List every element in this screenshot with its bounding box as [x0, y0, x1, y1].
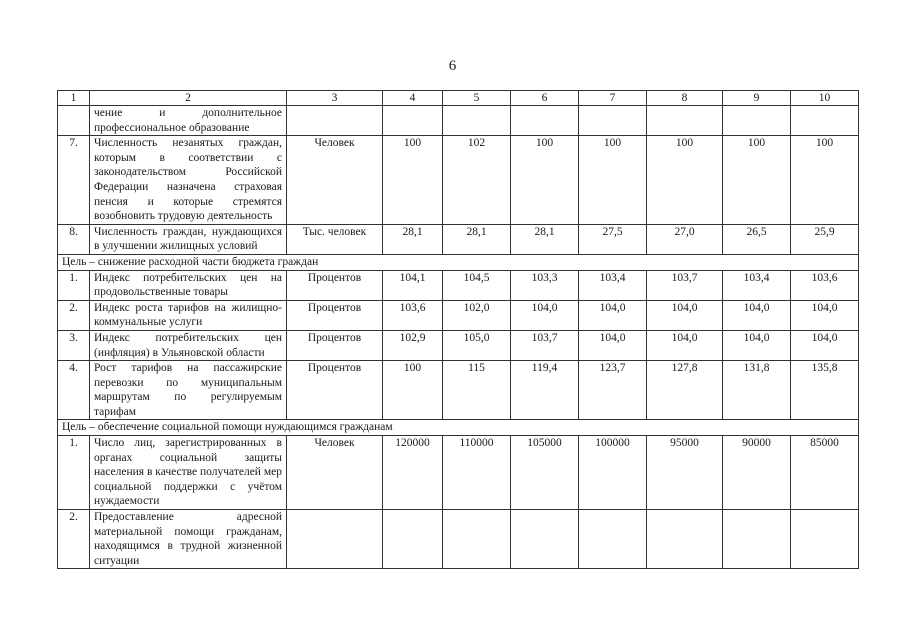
- row-number: 2.: [58, 300, 90, 330]
- unit-of-measure: [287, 510, 383, 569]
- value-cell: [511, 106, 579, 136]
- indicator-name: Индекс потребительских цен на продовольственные товары: [90, 270, 287, 300]
- indicator-name: Численность незанятых граждан, которым в соответствии с законодательством Российской Федерации назначена страховая пенсия и которые стремятся возобновить трудовую деятельность: [90, 136, 287, 225]
- table-row: [58, 361, 859, 420]
- value-cell: [443, 510, 511, 569]
- col-header-9: 9: [723, 91, 791, 106]
- unit-of-measure: Процентов: [287, 300, 383, 330]
- indicator-name: Рост тарифов на пассажирские перевозки по муниципальным маршрутам по регулируемым тарифам: [90, 361, 287, 420]
- row-number: 2.: [58, 510, 90, 569]
- value-cell: 103,7: [511, 330, 579, 360]
- value-cell: 27,0: [647, 224, 723, 254]
- value-cell: 102,0: [443, 300, 511, 330]
- value-cell: 104,0: [723, 300, 791, 330]
- value-cell: [383, 106, 443, 136]
- value-cell: 104,0: [647, 300, 723, 330]
- table-row: [58, 330, 859, 360]
- value-cell: 90000: [723, 436, 791, 510]
- section-row: [58, 420, 859, 436]
- value-cell: [723, 510, 791, 569]
- table-body: [58, 106, 859, 569]
- col-header-7: 7: [579, 91, 647, 106]
- col-header-2: 2: [90, 91, 287, 106]
- value-cell: 104,5: [443, 270, 511, 300]
- indicator-name: Численность граждан, нуждающихся в улучшении жилищных условий: [90, 224, 287, 254]
- table-row: [58, 436, 859, 510]
- value-cell: 100: [383, 361, 443, 420]
- value-cell: [443, 106, 511, 136]
- value-cell: 95000: [647, 436, 723, 510]
- value-cell: 104,0: [791, 300, 859, 330]
- value-cell: 102: [443, 136, 511, 225]
- value-cell: 105000: [511, 436, 579, 510]
- unit-of-measure: [287, 106, 383, 136]
- indicator-name: Индекс потребительских цен (инфляция) в Ульяновской области: [90, 330, 287, 360]
- value-cell: 27,5: [579, 224, 647, 254]
- row-number: [58, 106, 90, 136]
- value-cell: 85000: [791, 436, 859, 510]
- value-cell: 135,8: [791, 361, 859, 420]
- row-number: 1.: [58, 270, 90, 300]
- indicator-name: чение и дополнительное профессиональное образование: [90, 106, 287, 136]
- value-cell: 28,1: [443, 224, 511, 254]
- unit-of-measure: Процентов: [287, 361, 383, 420]
- value-cell: 103,7: [647, 270, 723, 300]
- page-number: 6: [448, 58, 457, 74]
- row-number: 4.: [58, 361, 90, 420]
- value-cell: 100: [647, 136, 723, 225]
- indicator-name: Индекс роста тарифов на жилищно-коммунальные услуги: [90, 300, 287, 330]
- table-row: [58, 510, 859, 569]
- value-cell: 100: [723, 136, 791, 225]
- section-title: Цель – обеспечение социальной помощи нуждающимся гражданам: [58, 420, 859, 436]
- value-cell: 119,4: [511, 361, 579, 420]
- row-number: 8.: [58, 224, 90, 254]
- row-number: 1.: [58, 436, 90, 510]
- col-header-1: 1: [58, 91, 90, 106]
- col-header-4: 4: [383, 91, 443, 106]
- value-cell: 103,4: [723, 270, 791, 300]
- value-cell: 100: [383, 136, 443, 225]
- value-cell: [723, 106, 791, 136]
- unit-of-measure: Тыс. человек: [287, 224, 383, 254]
- value-cell: 127,8: [647, 361, 723, 420]
- value-cell: 103,3: [511, 270, 579, 300]
- unit-of-measure: Человек: [287, 136, 383, 225]
- col-header-3: 3: [287, 91, 383, 106]
- value-cell: 103,4: [579, 270, 647, 300]
- indicator-name: Число лиц, зарегистрированных в органах социальной защиты населения в качестве получателей мер социальной поддержки с учётом нуждаемости: [90, 436, 287, 510]
- value-cell: 104,0: [579, 300, 647, 330]
- value-cell: [511, 510, 579, 569]
- value-cell: 115: [443, 361, 511, 420]
- value-cell: 100: [791, 136, 859, 225]
- value-cell: 100: [511, 136, 579, 225]
- value-cell: [383, 510, 443, 569]
- value-cell: 100000: [579, 436, 647, 510]
- value-cell: [579, 106, 647, 136]
- header-row: [58, 91, 859, 106]
- value-cell: 104,0: [723, 330, 791, 360]
- value-cell: 103,6: [383, 300, 443, 330]
- row-number: 7.: [58, 136, 90, 225]
- value-cell: 105,0: [443, 330, 511, 360]
- unit-of-measure: Процентов: [287, 270, 383, 300]
- table-row: [58, 136, 859, 225]
- table-row: [58, 224, 859, 254]
- value-cell: 104,0: [579, 330, 647, 360]
- value-cell: 102,9: [383, 330, 443, 360]
- value-cell: [647, 510, 723, 569]
- col-header-8: 8: [647, 91, 723, 106]
- value-cell: 104,0: [511, 300, 579, 330]
- value-cell: 131,8: [723, 361, 791, 420]
- value-cell: 104,1: [383, 270, 443, 300]
- value-cell: 104,0: [791, 330, 859, 360]
- value-cell: 110000: [443, 436, 511, 510]
- indicators-table: [57, 90, 859, 569]
- col-header-5: 5: [443, 91, 511, 106]
- table-row: [58, 106, 859, 136]
- value-cell: [647, 106, 723, 136]
- section-row: [58, 254, 859, 270]
- table-row: [58, 300, 859, 330]
- value-cell: 123,7: [579, 361, 647, 420]
- col-header-6: 6: [511, 91, 579, 106]
- table-row: [58, 270, 859, 300]
- value-cell: [791, 510, 859, 569]
- unit-of-measure: Процентов: [287, 330, 383, 360]
- indicator-name: Предоставление адресной материальной помощи гражданам, находящимся в трудной жизненной ситуации: [90, 510, 287, 569]
- value-cell: 104,0: [647, 330, 723, 360]
- value-cell: 120000: [383, 436, 443, 510]
- value-cell: 25,9: [791, 224, 859, 254]
- value-cell: 100: [579, 136, 647, 225]
- row-number: 3.: [58, 330, 90, 360]
- value-cell: 28,1: [383, 224, 443, 254]
- col-header-10: 10: [791, 91, 859, 106]
- value-cell: 103,6: [791, 270, 859, 300]
- value-cell: [791, 106, 859, 136]
- section-title: Цель – снижение расходной части бюджета граждан: [58, 254, 859, 270]
- unit-of-measure: Человек: [287, 436, 383, 510]
- value-cell: [579, 510, 647, 569]
- value-cell: 28,1: [511, 224, 579, 254]
- value-cell: 26,5: [723, 224, 791, 254]
